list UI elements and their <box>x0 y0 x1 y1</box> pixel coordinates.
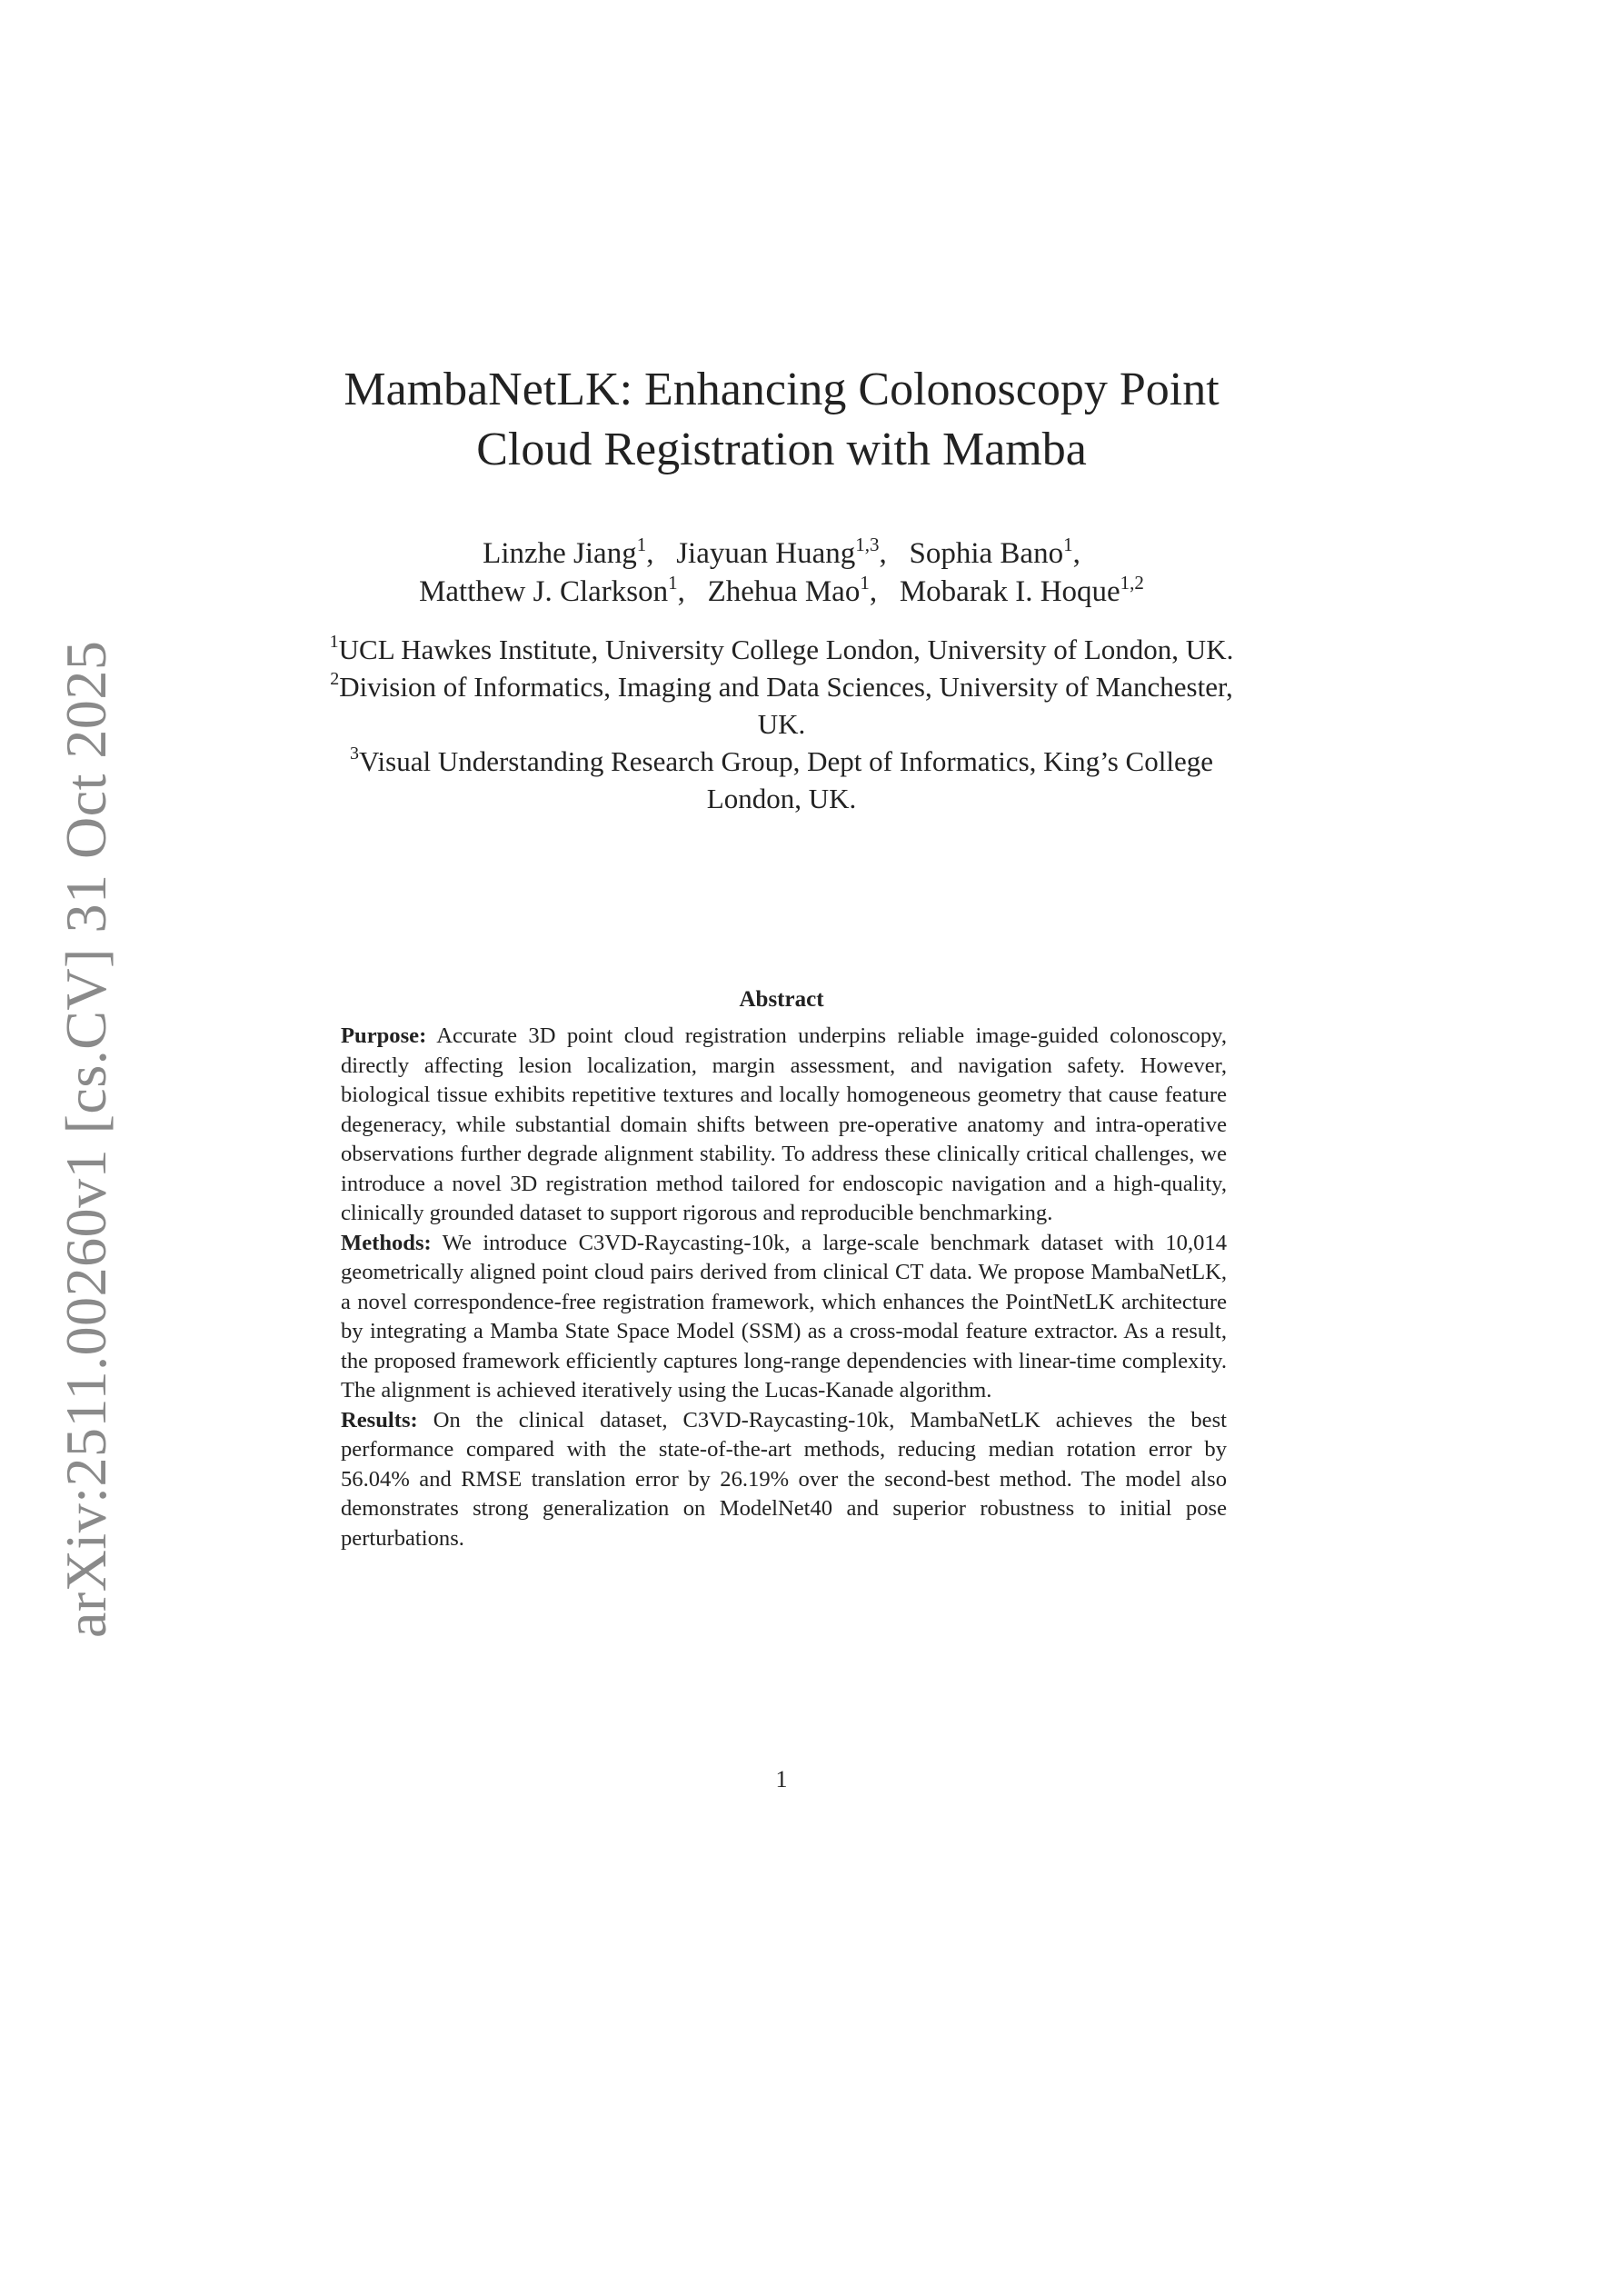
abstract-body <box>341 1022 1227 1553</box>
affiliation: $^2$Division of Informatics, Imaging and Data Sciences, University of Manchester, UK. <box>330 669 1233 740</box>
author: Linzhe Jiang$^1$, <box>483 534 654 570</box>
page-number: 1 <box>775 1766 788 1792</box>
abstract-results: Results: On the clinical dataset, C3VD-Raycasting-10k, MambaNetLK achieves the best performance compared with the state-of-the-art methods, reducing median rotation error by 56.04% and RMSE translation error by 26.19% over the second-best method. The model also demonstrates strong generalization on ModelNet40 and superior robustness to initial pose perturbations. <box>341 1407 1227 1551</box>
affiliation: $^1$UCL Hawkes Institute, University College London, University of London, UK. <box>329 632 1234 665</box>
abstract-heading: Abstract <box>739 987 824 1012</box>
author-list <box>273 534 1290 611</box>
abstract-methods: Methods: We introduce C3VD-Raycasting-10k, a large-scale benchmark dataset with 10,014 geometrically aligned point cloud pairs derived from clinical CT data. We propose MambaNetLK, a novel correspondence-free registration framework, which enhances the PointNetLK architecture by integrating a Mamba State Space Model (SSM) as a cross-modal feature extractor. As a result, the proposed framework efficiently captures long-range dependencies with linear-time complexity. The alignment is achieved iteratively using the Lucas-Kanade algorithm. <box>341 1230 1227 1403</box>
title-line-2: Cloud Registration with Mamba <box>476 424 1087 475</box>
title-line-1: MambaNetLK: Enhancing Colonoscopy Point <box>344 364 1220 415</box>
author: Sophia Bano$^1$, <box>909 534 1080 570</box>
affiliation: $^3$Visual Understanding Research Group, Dept of Informatics, King’s College London, UK. <box>350 744 1213 814</box>
paper-title <box>273 360 1290 480</box>
author: Matthew J. Clarkson$^1$, <box>419 572 685 608</box>
author: Zhehua Mao$^1$, <box>707 572 878 608</box>
affiliation-list <box>327 631 1236 817</box>
abstract-purpose: Purpose: Accurate 3D point cloud registration underpins reliable image-guided colonoscopy, directly affecting lesion localization, margin assessment, and navigation safety. However, biological tissue exhibits repetitive textures and locally homogeneous geometry that cause feature degeneracy, while substantial domain shifts between pre-operative anatomy and intra-operative observations further degrade alignment stability. To address these clinically critical challenges, we introduce a novel 3D registration method tailored for endoscopic navigation and a high-quality, clinically grounded dataset to support rigorous and reproducible benchmarking. <box>341 1023 1228 1225</box>
author: Mobarak I. Hoque$^{1,2}$ <box>899 572 1144 608</box>
arxiv-side-stamp: arXiv:2511.00260v1 [cs.CV] 31 Oct 2025 <box>54 640 118 1638</box>
author: Jiayuan Huang$^{1,3}$, <box>676 534 887 570</box>
